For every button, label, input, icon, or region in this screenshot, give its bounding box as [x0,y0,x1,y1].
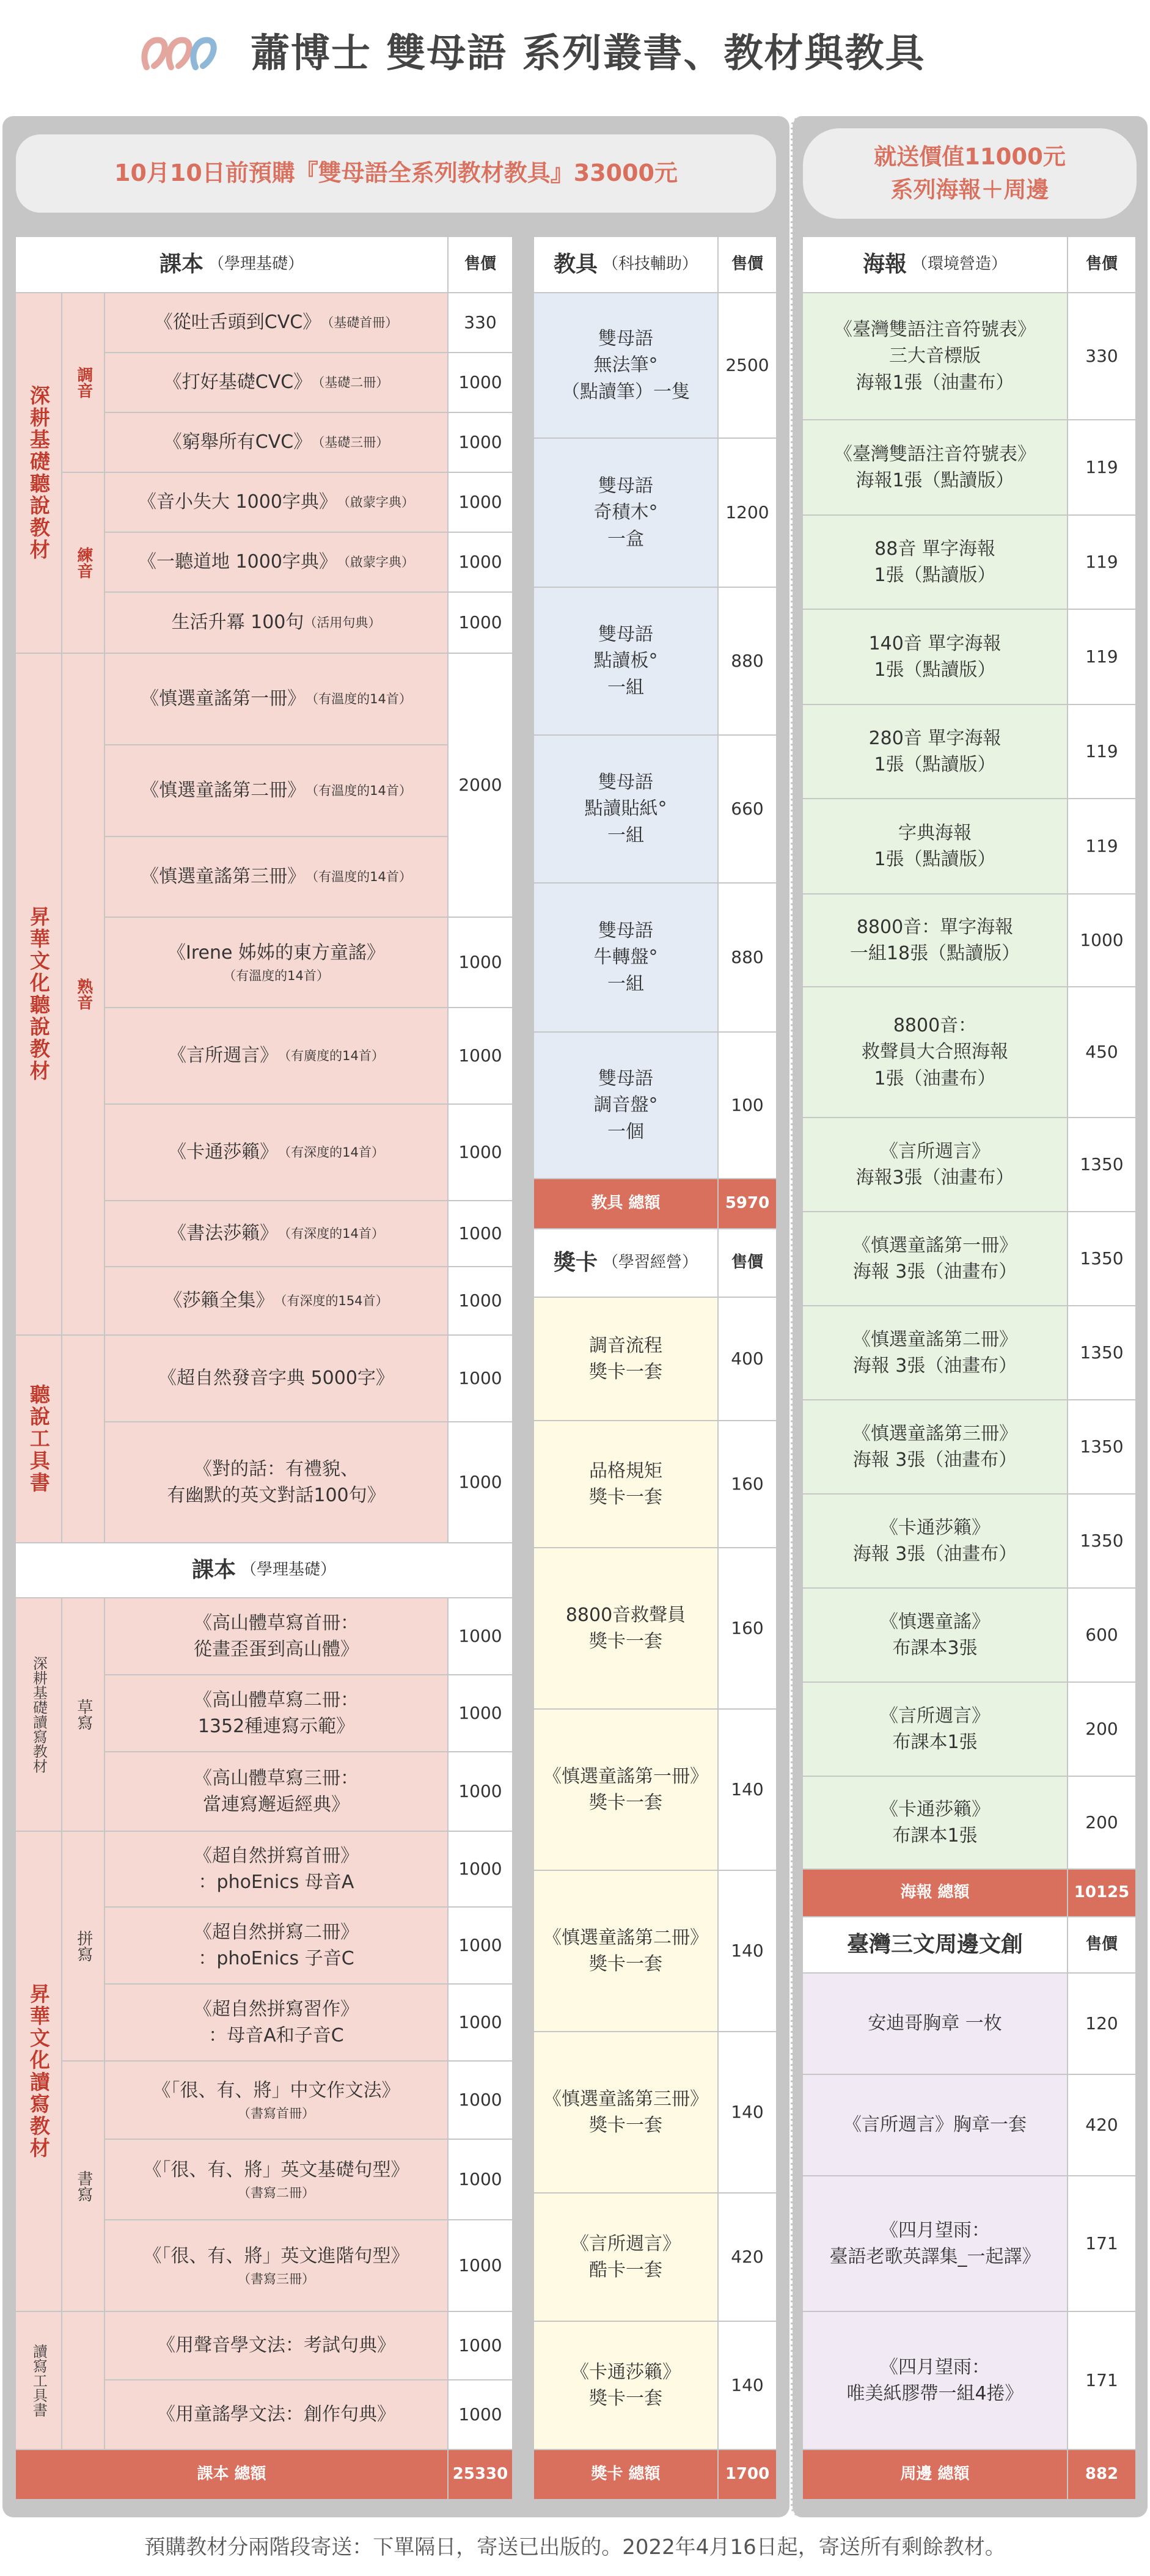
group-label-c: 聽說工具書 [16,1336,61,1542]
tool-price: 1200 [719,439,776,587]
poster-price: 1350 [1068,1400,1135,1493]
book-row: 《打好基礎CVC》 （基礎二冊） [105,353,447,412]
card-row: 調音流程 獎卡一套 [534,1298,717,1420]
poster-row: 《慎選童謠第三冊》 海報 3張（油畫布） [803,1400,1067,1493]
card-row: 品格規矩 獎卡一套 [534,1421,717,1547]
merch-price: 420 [1068,2075,1135,2175]
book-price: 1000 [449,1752,512,1831]
cards-total-label: 獎卡 總額 [534,2450,717,2499]
tool-price: 880 [719,884,776,1031]
card-price: 160 [719,1548,776,1708]
book-row: 《超自然拼寫首冊》 ：phoEnics 母音A [105,1832,447,1906]
book-row: 生活升冪 100句 （活用句典） [105,593,447,653]
merch-header: 臺灣三文周邊文創 [803,1917,1067,1972]
poster-price: 450 [1068,987,1135,1117]
poster-row: 字典海報 1張（點讀版） [803,799,1067,893]
card-row: 《言所週言》 酷卡一套 [534,2194,717,2321]
tool-row: 雙母語 牛轉盤° 一組 [534,884,717,1031]
card-row: 8800音救聲員 獎卡一套 [534,1548,717,1708]
poster-price: 1350 [1068,1306,1135,1399]
book-price: 1000 [449,1105,512,1200]
card-row: 《慎選童謠第一冊》 獎卡一套 [534,1710,717,1870]
banner-left: 10月10日前預購『雙母語全系列教材教具』33000元 [16,134,776,213]
cards-price-header: 售價 [719,1229,776,1297]
textbook-header: 課本 （學理基礎） [16,237,447,292]
book-price: 1000 [449,413,512,472]
book-price: 1000 [449,2220,512,2311]
textbook-price-header: 售價 [449,237,512,292]
book-price: 1000 [449,1908,512,1983]
card-price: 160 [719,1421,776,1547]
poster-row: 280音 單字海報 1張（點讀版） [803,705,1067,798]
poster-row: 《臺灣雙語注音符號表》 海報1張（點讀版） [803,420,1067,514]
book-row: 《Irene 姊姊的東方童謠》 （有溫度的14首） [105,918,447,1007]
banner-right: 就送價值11000元 系列海報＋周邊 [803,128,1137,219]
book-price: 1000 [449,2140,512,2219]
book-row: 《用聲音學文法：考試句典》 [105,2312,447,2379]
book-price: 1000 [449,1336,512,1421]
group-label-b: 昇華文化聽說教材 [16,654,61,1334]
tools-total: 5970 [719,1179,776,1228]
logo-icon [136,29,233,78]
book-row: 《卡通莎籟》 （有深度的14首） [105,1105,447,1200]
page-title: 蕭博士 雙母語 系列叢書、教材與教具 [251,31,926,76]
book-price: 330 [449,293,512,352]
poster-price: 1350 [1068,1118,1135,1211]
group2-label-a: 深耕基礎讀寫教材 [16,1598,61,1831]
book-row: 《超自然發音字典 5000字》 [105,1336,447,1421]
merch-row: 《四月望雨： 唯美紙膠帶一組4捲》 [803,2312,1067,2449]
poster-price: 119 [1068,610,1135,704]
poster-price: 200 [1068,1777,1135,1868]
card-price: 400 [719,1298,776,1420]
tools-price-header: 售價 [719,237,776,292]
card-price: 420 [719,2194,776,2321]
merch-price-header: 售價 [1068,1917,1135,1972]
tool-price: 2500 [719,293,776,437]
book-price: 1000 [449,353,512,412]
tool-row: 雙母語 調音盤° 一個 [534,1033,717,1178]
book-row: 《超自然拼寫習作》 ：母音A和子音C [105,1985,447,2060]
poster-price: 600 [1068,1589,1135,1681]
merch-price: 171 [1068,2176,1135,2311]
card-price: 140 [719,2032,776,2192]
poster-price: 1000 [1068,895,1135,986]
book-row: 《從吐舌頭到CVC》 （基礎首冊） [105,293,447,352]
poster-row: 8800音： 救聲員大合照海報 1張（油畫布） [803,987,1067,1117]
poster-row: 《卡通莎籟》 布課本1張 [803,1777,1067,1868]
merch-row: 《言所週言》胸章一套 [803,2075,1067,2175]
textbook2-header: 課本 （學理基礎） [16,1543,512,1597]
book-row: 《莎籟全集》 （有深度的154首） [105,1267,447,1334]
book-price: 1000 [449,1008,512,1103]
merch-row: 安迪哥胸章 一枚 [803,1974,1067,2074]
book-price: 1000 [449,918,512,1007]
book-price: 1000 [449,1201,512,1266]
book-row: 《「很、有、將」英文進階句型》 （書寫三冊） [105,2220,447,2311]
posters-price-header: 售價 [1068,237,1135,292]
book-row: 《書法莎籟》 （有深度的14首） [105,1201,447,1266]
poster-price: 119 [1068,799,1135,893]
book-row: 《高山體草寫三冊： 當連寫邂逅經典》 [105,1752,447,1831]
group-label-a: 深耕基礎聽說教材 [16,293,61,653]
book-price: 1000 [449,2312,512,2379]
card-row: 《卡通莎籟》 獎卡一套 [534,2322,717,2449]
book-row: 《用童謠學文法：創作句典》 [105,2380,447,2449]
book-row: 《高山體草寫首冊： 從畫歪蛋到高山體》 [105,1598,447,1674]
poster-price: 330 [1068,293,1135,419]
group2-label-c: 讀寫工具書 [16,2312,61,2449]
poster-row: 《臺灣雙語注音符號表》 三大音標版 海報1張（油畫布） [803,293,1067,419]
merch-price: 171 [1068,2312,1135,2449]
sub2-label-c: 書寫 [62,2062,104,2311]
sub2-label-blank [62,2312,104,2449]
book-price: 1000 [449,1422,512,1542]
poster-price: 1350 [1068,1495,1135,1587]
tool-row: 雙母語 無法筆° （點讀筆）一隻 [534,293,717,437]
group2-label-b: 昇華文化讀寫教材 [16,1832,61,2311]
book-price: 1000 [449,533,512,591]
book-row: 《「很、有、將」英文基礎句型》 （書寫二冊） [105,2140,447,2219]
book-price: 1000 [449,593,512,653]
tool-row: 雙母語 點讀板° 一組 [534,588,717,734]
book-price: 1000 [449,1598,512,1674]
merch-total-label: 周邊 總額 [803,2450,1067,2499]
sub-label-c: 熟音 [62,654,104,1334]
sub-label-a: 調音 [62,293,104,472]
poster-row: 《卡通莎籟》 海報 3張（油畫布） [803,1495,1067,1587]
book-price: 1000 [449,1832,512,1906]
book-price: 1000 [449,1267,512,1334]
textbook-total: 25330 [449,2450,512,2499]
posters-header: 海報 （環境營造） [803,237,1067,292]
tool-price: 660 [719,736,776,882]
poster-row: 《慎選童謠第二冊》 海報 3張（油畫布） [803,1306,1067,1399]
book-row: 《一聽道地 1000字典》 （啟蒙字典） [105,533,447,591]
tool-price: 100 [719,1033,776,1178]
card-price: 140 [719,1710,776,1870]
card-row: 《慎選童謠第二冊》 獎卡一套 [534,1871,717,2031]
poster-price: 119 [1068,420,1135,514]
card-price: 140 [719,1871,776,2031]
sub-label-c-blank [62,1336,104,1542]
book-price: 1000 [449,473,512,532]
poster-price: 1350 [1068,1212,1135,1305]
book-row: 《慎選童謠第一冊》 （有溫度的14首） [105,654,447,744]
book-row: 《對的話：有禮貌、 有幽默的英文對話100句》 [105,1422,447,1542]
book-row: 《窮舉所有CVC》 （基礎三冊） [105,413,447,472]
book-price: 1000 [449,1675,512,1751]
sub2-label-b: 拼寫 [62,1832,104,2060]
poster-row: 88音 單字海報 1張（點讀版） [803,516,1067,609]
book-price: 1000 [449,2380,512,2449]
tool-price: 880 [719,588,776,734]
poster-row: 140音 單字海報 1張（點讀版） [803,610,1067,704]
book-price: 2000 [449,654,512,917]
poster-row: 《言所週言》 布課本1張 [803,1683,1067,1776]
tools-total-label: 教具 總額 [534,1179,717,1228]
cards-total: 1700 [719,2450,776,2499]
book-price: 1000 [449,2062,512,2139]
poster-row: 《言所週言》 海報3張（油畫布） [803,1118,1067,1211]
poster-row: 《慎選童謠》 布課本3張 [803,1589,1067,1681]
card-row: 《慎選童謠第三冊》 獎卡一套 [534,2032,717,2192]
card-price: 140 [719,2322,776,2449]
book-price: 1000 [449,1985,512,2060]
posters-total-label: 海報 總額 [803,1870,1067,1916]
poster-price: 119 [1068,516,1135,609]
poster-row: 8800音：單字海報 一組18張（點讀版） [803,895,1067,986]
tool-row: 雙母語 奇積木° 一盒 [534,439,717,587]
sub2-label-a: 草寫 [62,1598,104,1831]
book-row: 《言所週言》 （有廣度的14首） [105,1008,447,1103]
merch-row: 《四月望雨： 臺語老歌英譯集_一起譯》 [803,2176,1067,2311]
tools-header: 教具 （科技輔助） [534,237,717,292]
merch-total: 882 [1068,2450,1135,2499]
textbook-total-label: 課本 總額 [16,2450,447,2499]
book-row: 《音小失大 1000字典》 （啟蒙字典） [105,473,447,532]
posters-total: 10125 [1068,1870,1135,1916]
cards-header: 獎卡 （學習經營） [534,1229,717,1297]
book-row: 《「很、有、將」中文作文法》 （書寫首冊） [105,2062,447,2139]
poster-price: 119 [1068,705,1135,798]
footer-note: 預購教材分兩階段寄送：下單隔日，寄送已出版的。2022年4月16日起，寄送所有剩餘教材。 [144,2535,1006,2560]
sub-label-b: 練音 [62,473,104,653]
book-row: 《慎選童謠第三冊》 （有溫度的14首） [105,837,447,917]
merch-price: 120 [1068,1974,1135,2074]
poster-price: 200 [1068,1683,1135,1776]
book-row: 《慎選童謠第二冊》 （有溫度的14首） [105,745,447,836]
book-row: 《高山體草寫二冊： 1352種連寫示範》 [105,1675,447,1751]
poster-row: 《慎選童謠第一冊》 海報 3張（油畫布） [803,1212,1067,1305]
tool-row: 雙母語 點讀貼紙° 一組 [534,736,717,882]
book-row: 《超自然拼寫二冊》 ：phoEnics 子音C [105,1908,447,1983]
